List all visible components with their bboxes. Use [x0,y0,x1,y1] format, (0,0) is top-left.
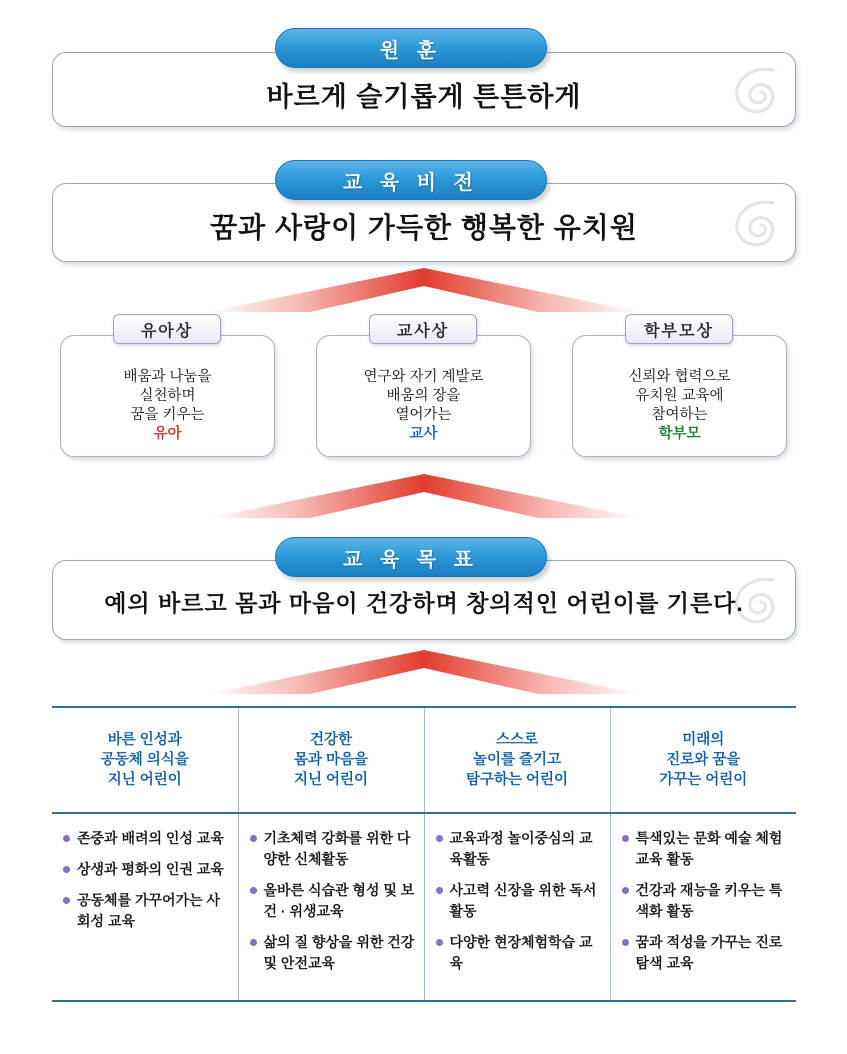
header-3-line-3: 탐구하는 어린이 [465,772,569,788]
list-item: 사고력 신장을 위한 독서 활동 [435,880,602,922]
persona-parent-accent: 학부모 [658,426,701,442]
persona-child-lines [61,368,274,444]
list-item: 다양한 현장체험학습 교육 [435,932,602,974]
motto-tab [275,28,547,68]
persona-box-child [60,335,275,457]
persona-parent-line-1: 신뢰와 협력으로 [628,369,731,385]
persona-teacher-label: 교사상 [396,322,450,340]
table-header-cell-3 [424,707,610,813]
persona-child-label-tab [113,314,221,344]
table-header-row [52,707,796,813]
list-item: 상생과 평화의 인권 교육 [62,859,230,880]
persona-box-parent [572,335,787,457]
goal-tab-label: 교 육 목 표 [343,548,479,571]
table-body-cell-4 [610,813,796,1001]
arrow-up-to-vision [208,266,640,314]
list-item: 존중과 배려의 인성 교육 [62,828,230,849]
table-body-cell-1 [52,813,238,1001]
goal-detail-table-wrap [52,706,796,1002]
goal-detail-table [52,706,796,1002]
persona-teacher-line-1: 연구와 자기 계발로 [363,369,484,385]
persona-parent-label: 학부모상 [644,322,714,340]
header-4-line-3: 가꾸는 어린이 [659,772,748,788]
table-header-cell-1 [52,707,238,813]
header-2-line-3: 지닌 어린이 [293,772,369,788]
list-item: 기초체력 강화를 위한 다양한 신체활동 [249,828,416,870]
header-4-line-1: 미래의 [682,732,725,748]
item-list-1 [62,828,230,932]
vision-tab-label: 교 육 비 전 [343,171,479,194]
header-3-line-2: 놀이를 즐기고 [472,752,562,768]
persona-child-line-3: 꿈을 키우는 [130,407,205,423]
list-item: 교육과정 놀이중심의 교육활동 [435,828,602,870]
persona-parent-line-3: 참여하는 [651,407,708,423]
list-item: 올바른 식습관 형성 및 보건 · 위생교육 [249,880,416,922]
persona-teacher-line-3: 열어가는 [395,407,452,423]
item-list-2 [249,828,416,974]
motto-text: 바르게 슬기롭게 튼튼하게 [266,82,582,112]
vision-tab [275,160,547,200]
item-list-3 [435,828,602,974]
table-body-cell-2 [238,813,424,1001]
table-body-cell-3 [424,813,610,1001]
persona-child-label: 유아상 [140,322,194,340]
list-item: 공동체를 가꾸어가는 사회성 교육 [62,890,230,932]
persona-teacher-lines [317,368,530,444]
arrow-up-to-persona [208,472,640,520]
list-item: 건강과 재능을 키우는 특색화 활동 [621,880,789,922]
header-1-line-1: 바른 인성과 [107,732,182,748]
header-4-line-2: 진로와 꿈을 [666,752,741,768]
header-1-line-2: 공동체 의식을 [100,752,189,768]
header-2-line-2: 몸과 마음을 [293,752,369,768]
list-item: 특색있는 문화 예술 체험 교육 활동 [621,828,789,870]
persona-child-line-1: 배움과 나눔을 [123,369,212,385]
persona-teacher-accent: 교사 [409,426,438,442]
table-header-cell-4 [610,707,796,813]
header-2-line-1: 건강한 [309,732,353,748]
persona-teacher-label-tab [369,314,477,344]
persona-box-teacher [316,335,531,457]
table-body-row [52,813,796,1001]
list-item: 삶의 질 향상을 위한 건강 및 안전교육 [249,932,416,974]
list-item: 꿈과 적성을 가꾸는 진로 탐색 교육 [621,932,789,974]
persona-child-line-2: 실천하며 [139,388,196,404]
motto-tab-label: 원 훈 [379,39,443,62]
persona-child-accent: 유아 [153,426,182,442]
table-header-cell-2 [238,707,424,813]
persona-parent-line-2: 유치원 교육에 [635,388,724,404]
persona-parent-label-tab [625,314,733,344]
arrow-up-to-goal [208,648,640,696]
persona-teacher-line-2: 배움의 장을 [386,388,461,404]
vision-text: 꿈과 사랑이 가득한 행복한 유치원 [210,212,638,243]
header-1-line-3: 지닌 어린이 [107,772,182,788]
persona-parent-lines [573,368,786,444]
header-3-line-1: 스스로 [495,732,539,748]
goal-text: 예의 바르고 몸과 마음이 건강하며 창의적인 어린이를 기른다. [104,590,744,616]
item-list-4 [621,828,789,974]
goal-tab [275,537,547,577]
